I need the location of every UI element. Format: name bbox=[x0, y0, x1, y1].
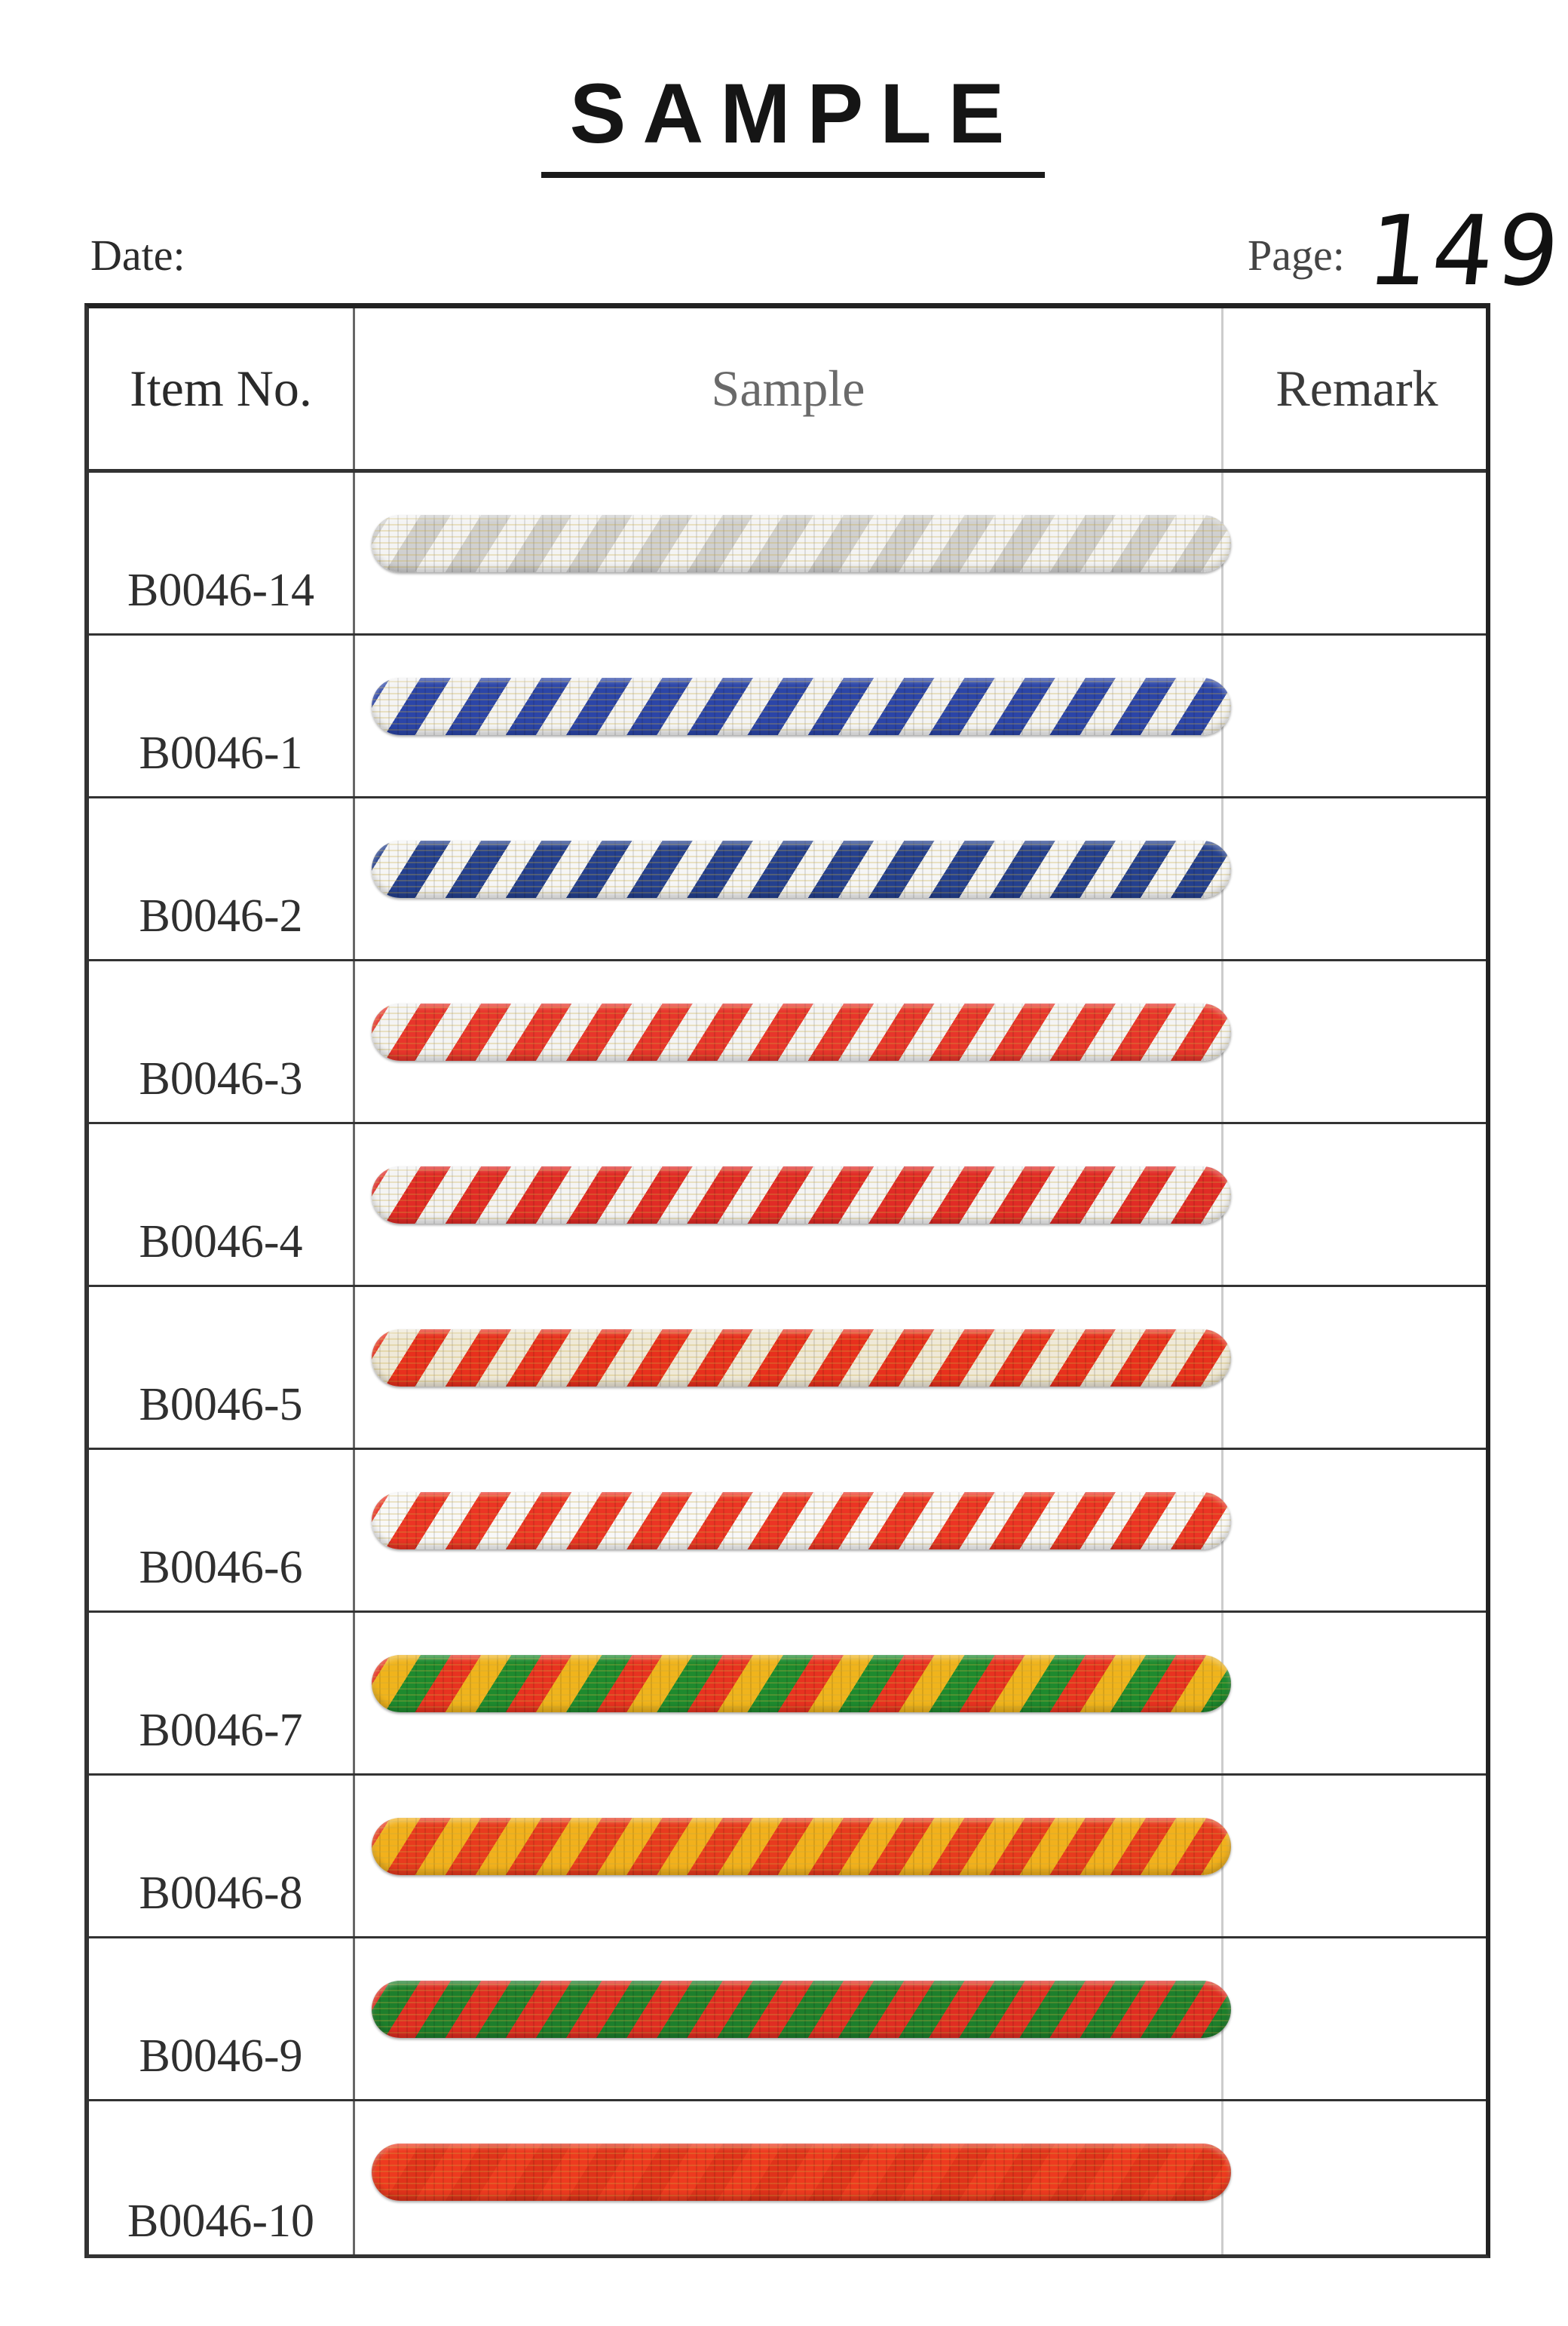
table-header-row bbox=[89, 308, 1486, 473]
column-header-sample: Sample bbox=[711, 360, 865, 417]
remark-cell bbox=[1223, 1287, 1490, 1448]
remark-cell bbox=[1223, 961, 1490, 1122]
item-number: B0046-9 bbox=[139, 2030, 303, 2082]
remark-cell bbox=[1223, 1450, 1490, 1610]
item-number: B0046-7 bbox=[139, 1705, 303, 1756]
table-row bbox=[89, 1776, 1486, 1938]
item-number: B0046-3 bbox=[139, 1053, 303, 1105]
column-header-remark: Remark bbox=[1276, 360, 1438, 417]
cord-sample-swatch bbox=[372, 678, 1231, 735]
cord-sample-swatch bbox=[372, 1004, 1231, 1061]
cord-sample-swatch bbox=[372, 2144, 1231, 2201]
item-number: B0046-4 bbox=[139, 1216, 303, 1267]
column-header-item-no: Item No. bbox=[130, 360, 312, 417]
sample-table bbox=[84, 303, 1490, 2258]
remark-cell bbox=[1223, 1776, 1490, 1936]
page-number-handwritten: 149 bbox=[1362, 195, 1568, 308]
table-row bbox=[89, 636, 1486, 798]
item-number: B0046-14 bbox=[127, 565, 314, 616]
title-underline bbox=[541, 172, 1045, 178]
table-row bbox=[89, 2101, 1486, 2264]
item-number: B0046-5 bbox=[139, 1379, 303, 1430]
table-row bbox=[89, 1287, 1486, 1450]
remark-cell bbox=[1223, 473, 1490, 633]
table-row bbox=[89, 1450, 1486, 1613]
remark-cell bbox=[1223, 2101, 1490, 2264]
item-number: B0046-8 bbox=[139, 1868, 303, 1919]
table-row bbox=[89, 473, 1486, 636]
table-row bbox=[89, 1124, 1486, 1287]
page-label: Page: bbox=[1248, 231, 1345, 280]
item-number: B0046-2 bbox=[139, 890, 303, 942]
cord-sample-swatch bbox=[372, 515, 1231, 572]
cord-sample-swatch bbox=[372, 1166, 1231, 1224]
cord-sample-swatch bbox=[372, 1818, 1231, 1875]
remark-cell bbox=[1223, 636, 1490, 796]
cord-sample-swatch bbox=[372, 1981, 1231, 2038]
page-title: SAMPLE bbox=[569, 66, 1021, 161]
cord-sample-swatch bbox=[372, 1655, 1231, 1712]
date-label: Date: bbox=[90, 231, 185, 280]
table-row bbox=[89, 798, 1486, 961]
item-number: B0046-1 bbox=[139, 728, 303, 779]
cord-sample-swatch bbox=[372, 1329, 1231, 1387]
table-row bbox=[89, 961, 1486, 1124]
remark-cell bbox=[1223, 1124, 1490, 1285]
remark-cell bbox=[1223, 798, 1490, 959]
item-number: B0046-10 bbox=[127, 2196, 314, 2247]
cord-sample-swatch bbox=[372, 1492, 1231, 1549]
table-row bbox=[89, 1938, 1486, 2101]
cord-sample-swatch bbox=[372, 841, 1231, 898]
remark-cell bbox=[1223, 1613, 1490, 1773]
remark-cell bbox=[1223, 1938, 1490, 2099]
item-number: B0046-6 bbox=[139, 1542, 303, 1593]
table-row bbox=[89, 1613, 1486, 1776]
